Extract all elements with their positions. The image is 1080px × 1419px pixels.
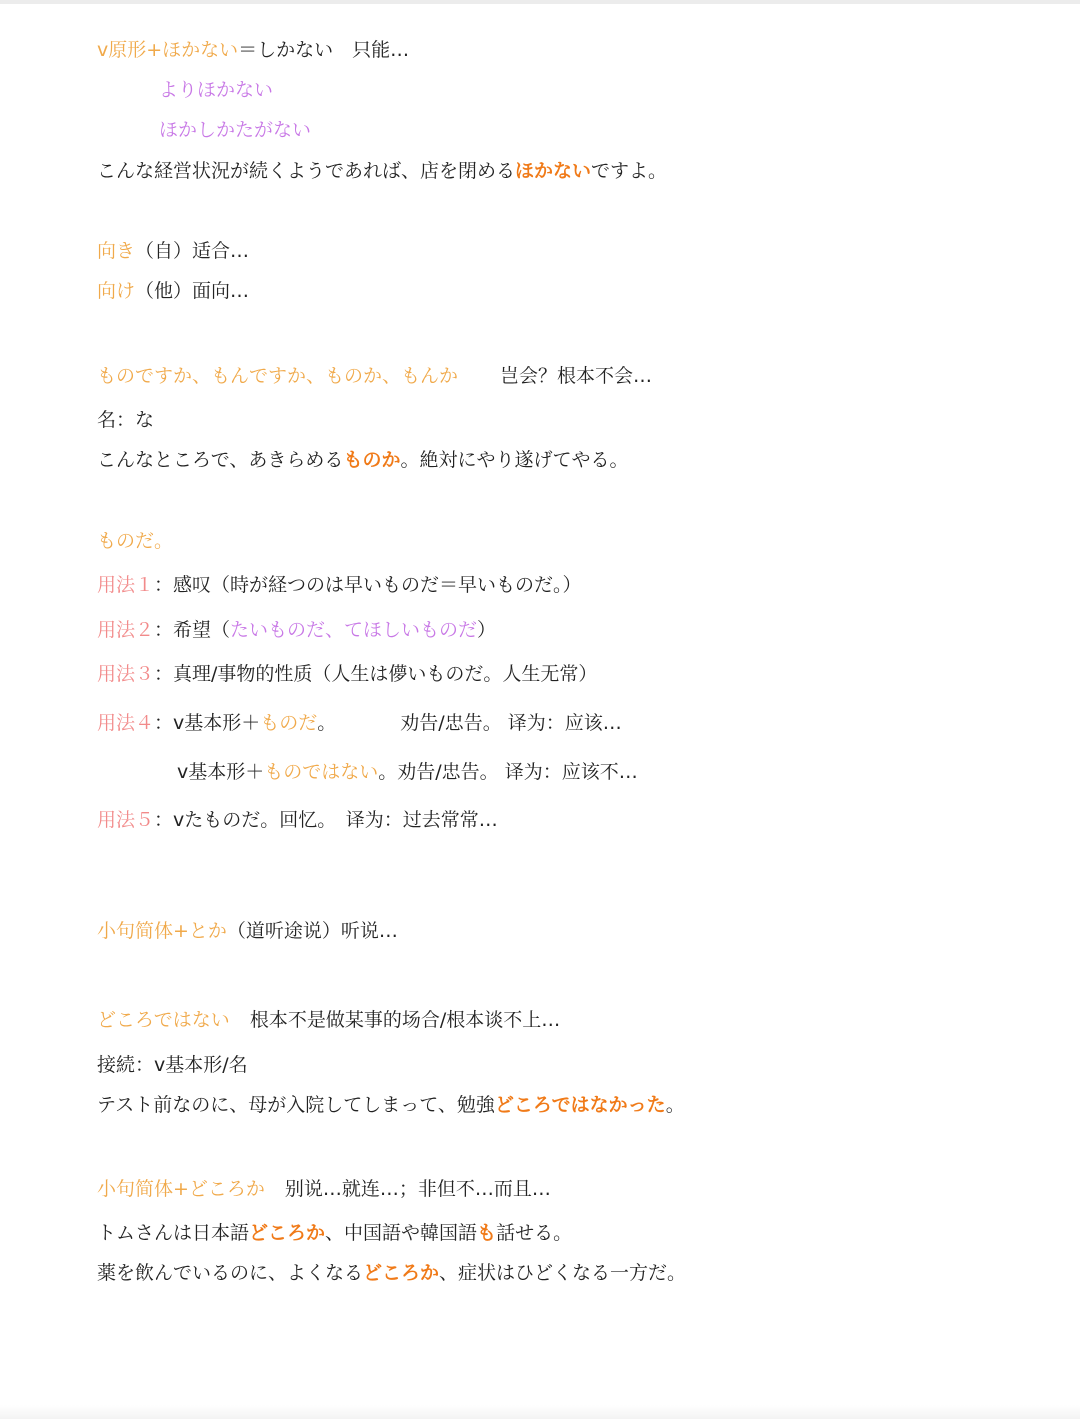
monoka-heading-line (97, 363, 652, 389)
monoka-connect: 名：な (97, 409, 155, 431)
usage4-pre: ：v基本形＋ (154, 712, 261, 734)
toka-line (97, 918, 398, 944)
monoka-example-pre: こんなところで、あきらめる (97, 449, 344, 471)
dokoroka-example-1 (97, 1220, 572, 1246)
usage2-label: 用法２ (97, 619, 155, 641)
usage4b-pre: v基本形＋ (177, 761, 265, 783)
hoka-example-post: ですよ。 (591, 160, 668, 182)
monoda-usage5 (97, 807, 498, 833)
dokoroka-heading-line (97, 1176, 551, 1202)
hoka-alt2: ほかしかたがない (159, 119, 312, 141)
usage4-meaning: 劝告/忠告。 译为：应该… (400, 712, 622, 734)
hoka-alt1-line (159, 77, 273, 103)
dokoroka-ex2-pre: 薬を飲んでいるのに、よくなる (97, 1262, 364, 1284)
monoda-usage3 (97, 661, 597, 687)
muki-line (97, 238, 249, 264)
monoka-example (97, 447, 628, 473)
usage4b-form: ものではない (264, 761, 379, 783)
muki-desc: （自）适合… (135, 240, 250, 262)
usage4-form: ものだ (260, 712, 318, 734)
hoka-equals: ＝しかない 只能… (238, 39, 410, 61)
usage3-text: ：真理/事物的性质（人生は儚いものだ。人生无常） (154, 663, 598, 685)
hoka-example-pre: こんな経営状況が続くようであれば、店を閉める (97, 160, 516, 182)
hoka-alt2-line (159, 117, 311, 143)
monoda-heading-line (97, 528, 173, 554)
usage4b-post: 。劝告/忠告。 译为：应该不… (378, 761, 638, 783)
dokorodehanai-example-post: 。 (665, 1094, 685, 1116)
monoda-heading: ものだ。 (97, 530, 174, 552)
monoka-connect-line (97, 407, 154, 433)
usage5-text: ：vたものだ。回忆。 译为：过去常常… (154, 809, 498, 831)
hoka-heading-line (97, 37, 409, 63)
monoda-usage4-negative (177, 759, 638, 785)
muke-word: 向け (97, 280, 136, 302)
dokorodehanai-example (97, 1092, 685, 1118)
dokoroka-meaning: 别说…就连…；非但不…而且… (284, 1178, 551, 1200)
top-divider (0, 0, 1080, 4)
monoda-usage4 (97, 710, 622, 736)
muki-word: 向き (97, 240, 136, 262)
dokoroka-ex1-highlight: どころか (249, 1222, 326, 1244)
hoka-heading: v原形+ほかない (97, 39, 239, 61)
dokoroka-ex2-post: 、症状はひどくなる一方だ。 (439, 1262, 687, 1284)
dokoroka-ex1-pre: トムさんは日本語 (97, 1222, 250, 1244)
muke-desc: （他）面向… (135, 280, 250, 302)
hoka-example (97, 158, 667, 184)
usage2-pre: ：希望（ (154, 619, 231, 641)
usage1-label: 用法１ (97, 574, 155, 596)
dokoroka-heading: 小句简体+どころか (97, 1178, 265, 1200)
monoka-heading: ものですか、もんですか、ものか、もんか (97, 365, 459, 387)
monoka-example-highlight: ものか (343, 449, 401, 471)
muke-line (97, 278, 249, 304)
dokorodehanai-heading: どころではない (97, 1009, 230, 1031)
dokoroka-ex1-mid: 、中国語や韓国語 (325, 1222, 478, 1244)
dokorodehanai-example-highlight: どころではなかった (494, 1094, 666, 1116)
hoka-alt1: よりほかない (159, 79, 274, 101)
usage3-label: 用法３ (97, 663, 155, 685)
dokoroka-ex1-post: 話せる。 (496, 1222, 573, 1244)
monoda-usage1 (97, 572, 582, 598)
toka-meaning: （道听途说）听说… (226, 920, 398, 942)
dokoroka-ex1-highlight-2: も (477, 1222, 497, 1244)
usage1-text: ：感叹（時が経つのは早いものだ＝早いものだ。） (154, 574, 582, 596)
dokoroka-example-2 (97, 1260, 686, 1286)
dokorodehanai-meaning: 根本不是做某事的场合/根本谈不上… (249, 1009, 561, 1031)
hoka-example-highlight: ほかない (515, 160, 592, 182)
monoda-usage2 (97, 617, 496, 643)
usage4-label: 用法４ (97, 712, 155, 734)
toka-heading: 小句简体+とか (97, 920, 227, 942)
dokoroka-ex2-highlight: どころか (363, 1262, 440, 1284)
usage5-label: 用法５ (97, 809, 155, 831)
dokorodehanai-example-pre: テスト前なのに、母が入院してしまって、勉強 (97, 1094, 495, 1116)
usage2-forms: たいものだ、てほしいものだ (230, 619, 478, 641)
bottom-edge (0, 1405, 1080, 1419)
dokorodehanai-connect: 接続：v基本形/名 (97, 1054, 248, 1076)
dokorodehanai-heading-line (97, 1007, 560, 1033)
usage4-post: 。 (317, 712, 337, 734)
monoka-example-post: 。絶対にやり遂げてやる。 (400, 449, 629, 471)
monoka-meaning: 岂会？根本不会… (500, 365, 653, 387)
usage2-post: ） (477, 619, 497, 641)
dokorodehanai-connect-line (97, 1052, 248, 1078)
